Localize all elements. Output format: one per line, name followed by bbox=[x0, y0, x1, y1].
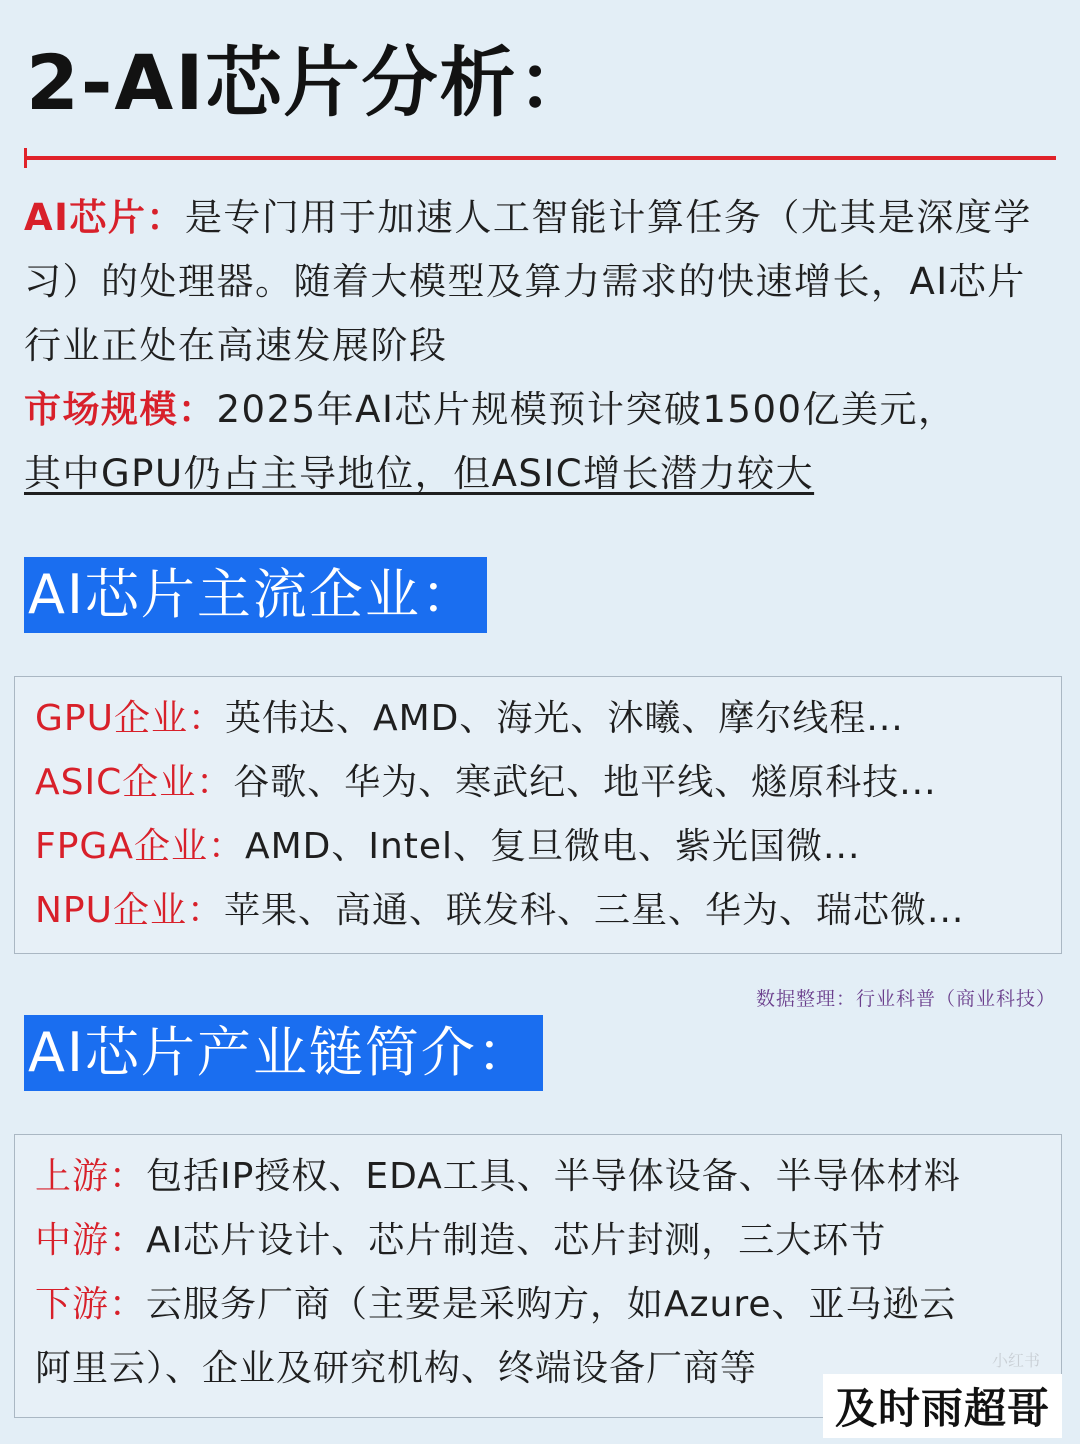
data-source-note: 数据整理：行业科普（商业科技） bbox=[755, 988, 1056, 1010]
section-heading-companies: AI芯片主流企业： bbox=[24, 557, 487, 633]
page-title: 2-AI芯片分析： bbox=[26, 38, 596, 127]
market-label: 市场规模： bbox=[24, 388, 217, 431]
intro-text bbox=[24, 186, 1060, 506]
row-key: 中游： bbox=[35, 1220, 147, 1261]
list-item bbox=[15, 879, 1061, 943]
list-item bbox=[15, 1145, 1061, 1209]
list-item bbox=[15, 815, 1061, 879]
row-key: 下游： bbox=[35, 1284, 147, 1325]
row-value: 谷歌、华为、寒武纪、地平线、燧原科技... bbox=[233, 762, 937, 803]
intro-paragraph-market bbox=[24, 378, 1060, 506]
row-key: 上游： bbox=[35, 1156, 147, 1197]
list-item bbox=[15, 1273, 1061, 1337]
row-value: AI芯片设计、芯片制造、芯片封测，三大环节 bbox=[146, 1220, 887, 1261]
list-item bbox=[15, 687, 1061, 751]
companies-box bbox=[14, 676, 1062, 954]
watermark: 小红书 bbox=[991, 1351, 1040, 1370]
list-item bbox=[15, 1209, 1061, 1273]
section-heading-supply-chain: AI芯片产业链简介： bbox=[24, 1015, 543, 1091]
author-credit: 及时雨超哥 bbox=[823, 1374, 1062, 1438]
market-text-a: 2025年AI芯片规模预计突破1500亿美元， bbox=[216, 388, 957, 431]
row-value: 苹果、高通、联发科、三星、华为、瑞芯微... bbox=[224, 890, 965, 931]
definition-label: AI芯片： bbox=[24, 196, 185, 239]
definition-text: 是专门用于加速人工智能计算任务（尤其是深度学习）的处理器。随着大模型及算力需求的快速增长，AI芯片行业正处在高速发展阶段 bbox=[24, 196, 1032, 367]
row-key: ASIC企业： bbox=[35, 762, 234, 803]
row-value: 阿里云）、企业及研究机构、终端设备厂商等 bbox=[35, 1348, 758, 1389]
intro-paragraph-definition bbox=[24, 186, 1060, 378]
row-key: GPU企业： bbox=[35, 698, 225, 739]
row-value: 包括IP授权、EDA工具、半导体设备、半导体材料 bbox=[146, 1156, 961, 1197]
row-value: 云服务厂商（主要是采购方，如Azure、亚马逊云 bbox=[146, 1284, 957, 1325]
list-item bbox=[15, 751, 1061, 815]
row-value: AMD、Intel、复旦微电、紫光国微... bbox=[244, 826, 861, 867]
market-text-b: 其中GPU仍占主导地位，但ASIC增长潜力较大 bbox=[24, 452, 815, 495]
row-value: 英伟达、AMD、海光、沐曦、摩尔线程... bbox=[224, 698, 904, 739]
row-key: FPGA企业： bbox=[35, 826, 245, 867]
row-key: NPU企业： bbox=[35, 890, 224, 931]
title-divider bbox=[24, 156, 1056, 160]
